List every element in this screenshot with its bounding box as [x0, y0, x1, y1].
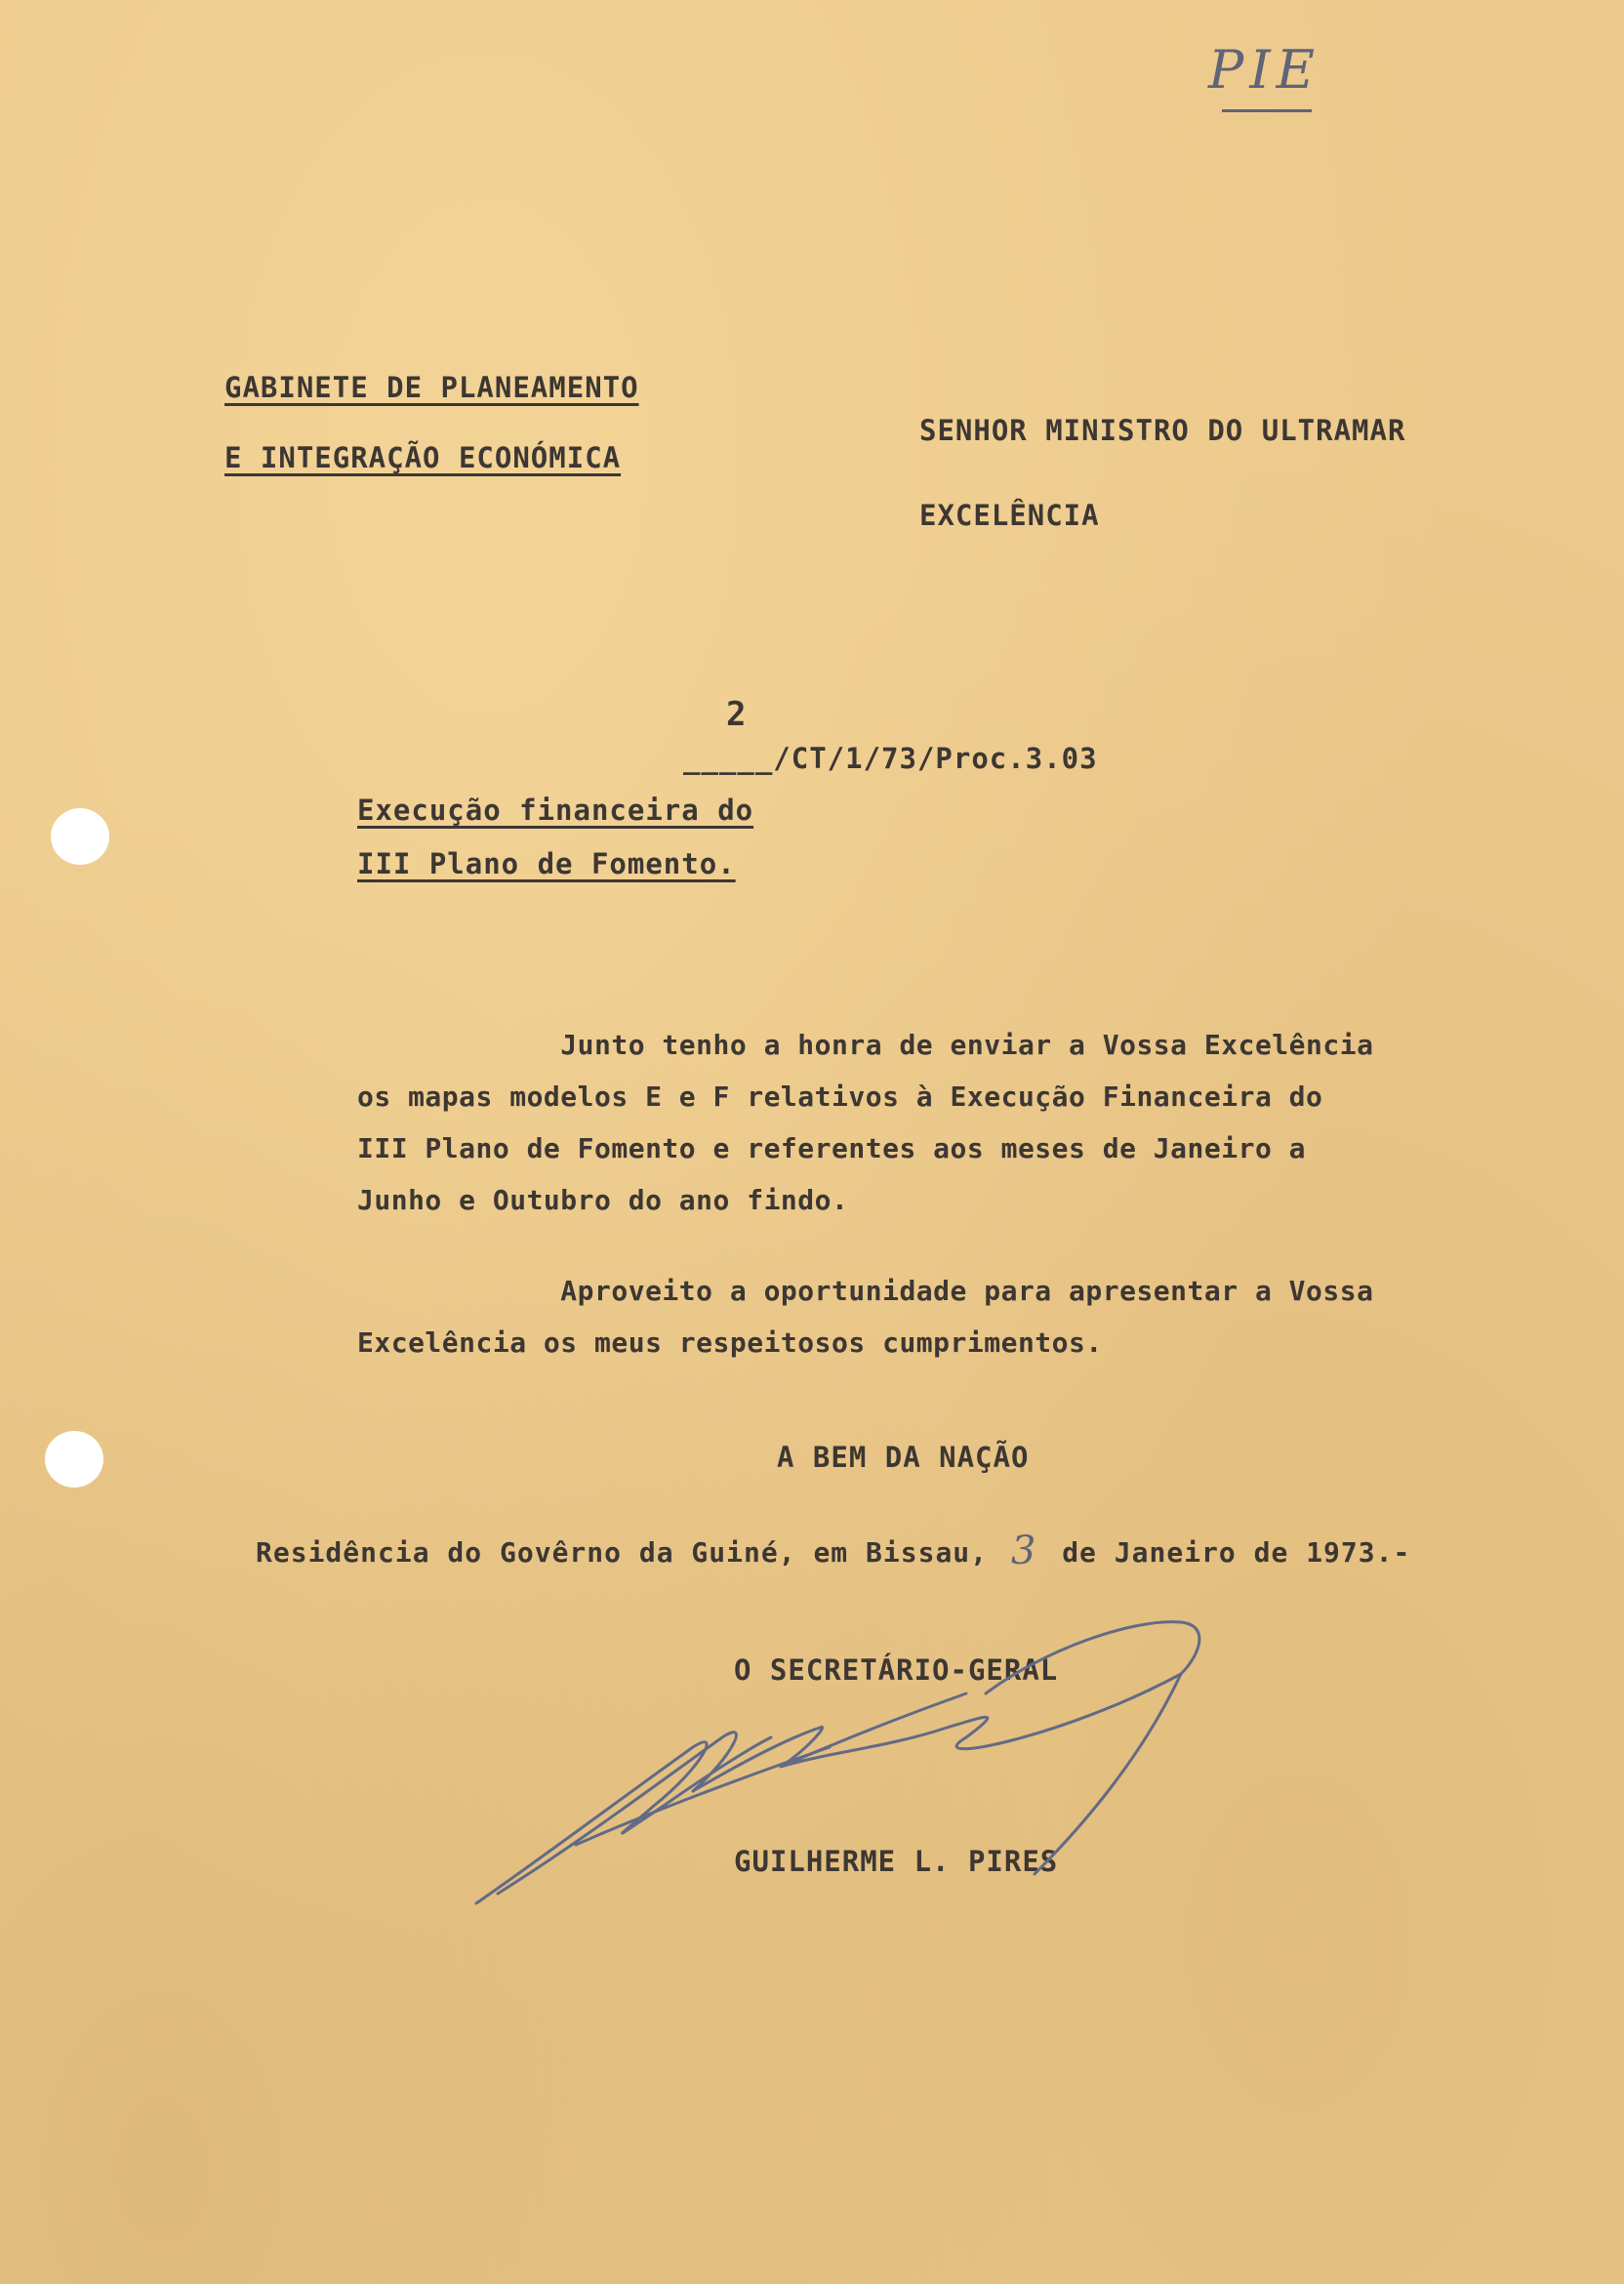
body-line: Junho e Outubro do ano findo. [357, 1184, 849, 1216]
date-line-suffix: de Janeiro de 1973.- [1062, 1536, 1411, 1569]
office-name-line2: E INTEGRAÇÃO ECONÓMICA [224, 441, 622, 474]
date-line [256, 1527, 1410, 1571]
body-line: os mapas modelos E e F relativos à Execução Financeira do [357, 1081, 1323, 1113]
date-day-handwritten: 3 [1010, 1529, 1037, 1573]
body-paragraph-2 [357, 1265, 1373, 1368]
reference-number: 2 [726, 695, 748, 734]
body-line: Excelência os meus respeitosos cumprimentos. [357, 1326, 1103, 1359]
subject-line2: III Plano de Fomento. [357, 847, 736, 880]
signatory-title: O SECRETÁRIO-GERAL [734, 1653, 1059, 1687]
addressee: SENHOR MINISTRO DO ULTRAMAR [919, 414, 1406, 447]
annotation-underline [1222, 109, 1312, 112]
body-line: III Plano de Fomento e referentes aos meses de Janeiro a [357, 1132, 1307, 1164]
office-name-line1: GABINETE DE PLANEAMENTO [224, 371, 639, 404]
closing-formula: A BEM DA NAÇÃO [777, 1441, 1030, 1474]
reference-code: _____/CT/1/73/Proc.3.03 [683, 742, 1098, 775]
subject-line1: Execução financeira do [357, 794, 754, 827]
body-paragraph-1 [357, 1019, 1373, 1226]
date-line-prefix: Residência do Govêrno da Guiné, em Bissau, [256, 1536, 989, 1569]
body-line: Aproveito a oportunidade para apresentar a Vossa [357, 1275, 1374, 1307]
salutation: EXCELÊNCIA [919, 499, 1100, 532]
body-line: Junto tenho a honra de enviar a Vossa Excelência [357, 1029, 1374, 1061]
punch-hole-bottom [45, 1431, 103, 1488]
handwritten-annotation: PIE [1208, 39, 1321, 101]
punch-hole-top [51, 808, 109, 865]
handwritten-signature [459, 1601, 1230, 1923]
signatory-name: GUILHERME L. PIRES [734, 1845, 1059, 1878]
